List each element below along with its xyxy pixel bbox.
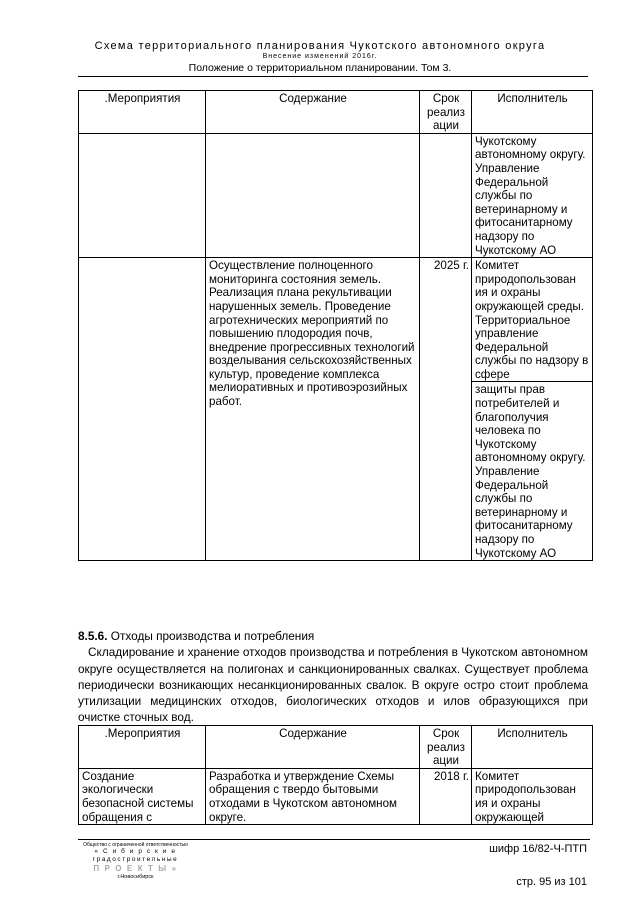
col-header-content: Содержание	[206, 726, 420, 769]
header-divider	[78, 76, 588, 77]
cell-executor: Комитет природопользован ия и охраны окружающей среды. Территориальное управление Федеральной службы по надзору в сфере	[472, 258, 593, 382]
document-cipher: шифр 16/82-Ч-ПТП	[489, 843, 587, 855]
section-heading	[78, 628, 588, 644]
col-header-term: Срок реализ ации	[420, 91, 472, 134]
cell-content	[206, 133, 420, 257]
org-line-name1: « С и б и р с к и е	[94, 848, 177, 855]
cell-content: Разработка и утверждение Схемы обращения с твердо бытовыми отходами в Чукотском автономном округе.	[206, 768, 420, 824]
header-doc-name: Положение о территориальном планировании. Том 3.	[188, 62, 452, 74]
table-row	[79, 768, 593, 824]
table-header-row	[79, 726, 593, 769]
cell-term: 2025 г.	[420, 258, 472, 561]
cell-executor: защиты прав потребителей и благополучия человека по Чукотскому автономному округу. Управление Федеральной службы по ветеринарному и фитосанитарному надзору по Чукотскому АО	[472, 382, 593, 561]
table-row	[79, 258, 593, 382]
col-header-measures: .Мероприятия	[79, 91, 206, 134]
org-line-name3: П Р О Е К Т Ы »	[93, 863, 178, 873]
section-title: Отходы производства и потребления	[110, 629, 315, 643]
col-header-content: Содержание	[206, 91, 420, 134]
col-header-executor: Исполнитель	[472, 726, 593, 769]
table-header-row	[79, 91, 593, 134]
cell-executor: Комитет природопользован ия и охраны окружающей	[472, 768, 593, 824]
footer-divider	[78, 839, 590, 840]
col-header-measures: .Мероприятия	[79, 726, 206, 769]
measures-table-continued	[78, 90, 593, 561]
cell-term: 2018 г.	[420, 768, 472, 824]
section-waste	[78, 628, 588, 726]
page-number: стр. 95 из 101	[516, 876, 587, 888]
col-header-term: Срок реализ ации	[420, 726, 472, 769]
section-number: 8.5.6.	[78, 629, 108, 643]
cell-measure: Создание экологически безопасной системы обращения с	[79, 768, 206, 824]
measures-table-waste	[78, 725, 593, 825]
cell-measure	[79, 133, 206, 257]
cell-executor: Чукотскому автономному округу. Управление Федеральной службы по ветеринарному и фитосанитарному надзору по Чукотскому АО	[472, 133, 593, 257]
company-logo	[78, 842, 193, 881]
cell-measure	[79, 258, 206, 561]
cell-term	[420, 133, 472, 257]
header-subtitle: Внесение изменений 2016г.	[262, 53, 378, 60]
cell-content: Осуществление полноценного мониторинга состояния земель. Реализация плана рекультивации нарушенных земель. Проведение агротехнических мероприятий по повышению плодородия почв, внедрение прогрессивных технологий возделывания сельскохозяйственных культур, проведение комплекса мелиоративных и противоэрозийных работ.	[206, 258, 420, 561]
header-title: Схема территориального планирования Чукотского автономного округа	[94, 40, 546, 52]
org-line-name2: градостроительные	[92, 856, 179, 864]
col-header-executor: Исполнитель	[472, 91, 593, 134]
section-paragraph: Складирование и хранение отходов производства и потребления в Чукотском автономном округе осуществляется на полигонах и санкционированных свалках. Существует проблема периодически возникающих несанкционированных свалок. В округе остро стоит проблема утилизации медицинских отходов, биологических отходов и илов образующихся при очистке сточных вод.	[78, 645, 588, 725]
org-line-legal: Общество с ограниченной ответственностью	[83, 842, 188, 848]
table-row	[79, 133, 593, 257]
org-city: г.Новосибирск	[117, 873, 154, 880]
